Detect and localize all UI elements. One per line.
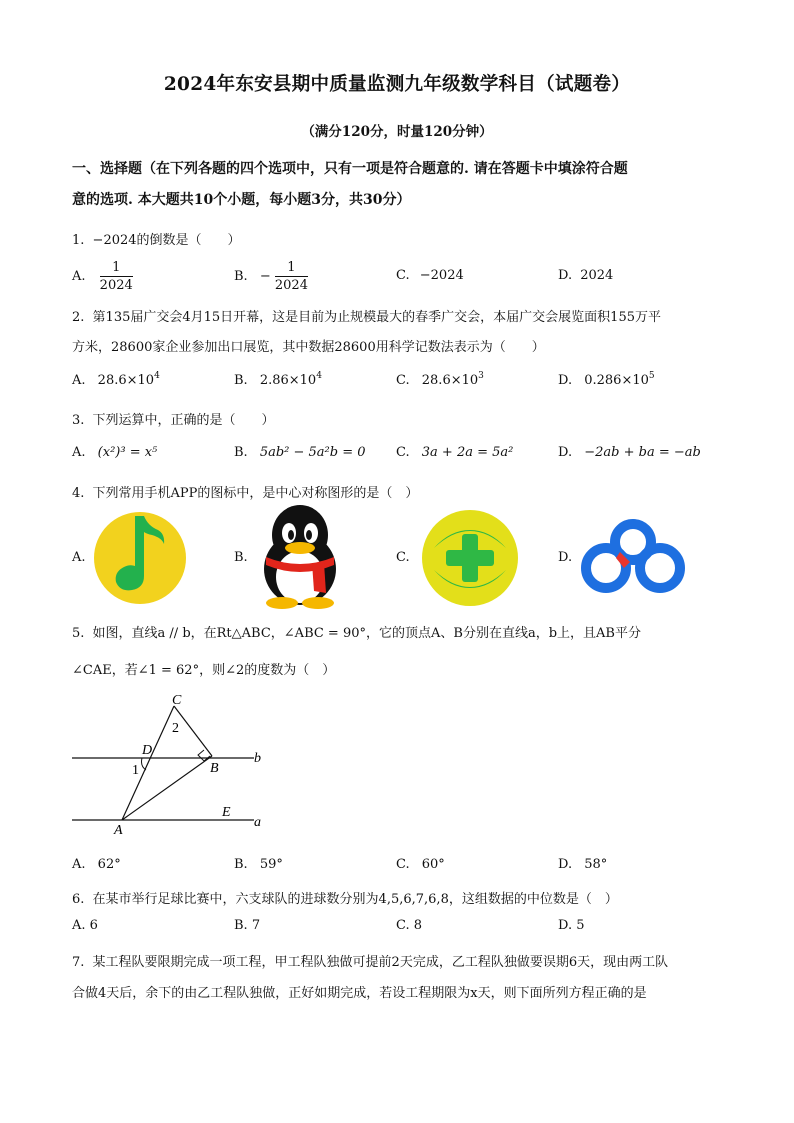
option-letter: D. <box>558 918 573 933</box>
question-value: −2024 <box>92 233 137 248</box>
option-d <box>558 445 701 460</box>
option-exponent: 3 <box>478 371 484 381</box>
option-c <box>396 373 484 388</box>
option-letter: A. <box>72 445 86 460</box>
option-letter: B. <box>234 445 248 460</box>
question-stem: 下列常用手机APP的图标中，是中心对称图形的是（ ） <box>92 486 419 501</box>
option-letter: A. <box>72 857 86 872</box>
page-subtitle: （满分120分，时量120分钟） <box>301 124 493 140</box>
question-number: 2. <box>72 310 85 325</box>
option-letter: D. <box>558 445 573 460</box>
option-text: −2024 <box>419 268 464 283</box>
segment-cb <box>174 706 212 756</box>
option-text: 3a + 2a = 5a² <box>421 445 514 460</box>
qq-music-icon <box>92 508 188 604</box>
fraction-denominator: 2024 <box>274 278 308 293</box>
option-b <box>234 259 308 294</box>
option-letter: B. <box>234 857 248 872</box>
fraction-denominator: 2024 <box>99 278 133 293</box>
question-4 <box>72 482 418 501</box>
360-security-icon <box>420 508 520 608</box>
segment-ac <box>122 706 174 820</box>
fraction <box>275 259 308 294</box>
option-letter: C. <box>396 857 410 872</box>
option-letter: D. <box>558 857 573 872</box>
option-letter: C. <box>396 445 410 460</box>
label-angle-2: 2 <box>172 721 179 736</box>
option-text: 6 <box>89 918 98 933</box>
option-letter: A. <box>72 373 86 388</box>
option-letter: C. <box>396 268 410 283</box>
option-letter: B. <box>234 269 248 284</box>
section-heading-line1: 一、选择题（在下列各题的四个选项中，只有一项是符合题意的. 请在答题卡中填涂符合题 <box>72 161 628 177</box>
question-stem: 某工程队要限期完成一项工程，甲工程队独做可提前2天完成，乙工程队独做要误期6天，现由两工队 <box>92 955 669 970</box>
option-a <box>72 857 121 872</box>
question-1 <box>72 229 241 248</box>
option-exponent: 4 <box>316 371 322 381</box>
option-letter: D. <box>558 373 573 388</box>
geometry-figure <box>68 688 278 838</box>
option-letter: B. <box>234 918 248 933</box>
question-stem: 如图，直线a // b，在Rt△ABC，∠ABC = 90°，它的顶点A、B分别在直线a，b上，且AB平分 <box>92 626 641 641</box>
option-d <box>558 373 655 388</box>
page-title: 2024年东安县期中质量监测九年级数学科目（试题卷） <box>163 74 631 95</box>
option-sign: − <box>259 269 271 284</box>
option-a <box>72 373 160 388</box>
option-text: 5 <box>576 918 585 933</box>
option-c <box>396 918 422 933</box>
question-7-line1 <box>72 951 668 970</box>
question-3 <box>72 409 275 428</box>
option-base: 0.286×10 <box>584 373 649 388</box>
option-letter: C. <box>396 373 410 388</box>
option-text: 58° <box>584 857 608 872</box>
option-text: 2024 <box>580 268 614 283</box>
option-c <box>396 445 513 460</box>
option-a <box>72 259 133 294</box>
option-text: (x²)³ = x⁵ <box>97 445 158 460</box>
question-number: 5. <box>72 626 85 641</box>
option-b <box>234 373 322 388</box>
label-a: a <box>254 815 261 830</box>
option-base: 28.6×10 <box>97 373 155 388</box>
option-exponent: 4 <box>154 371 160 381</box>
question-number: 3. <box>72 413 85 428</box>
option-text: 62° <box>97 857 121 872</box>
label-B: B <box>210 761 219 776</box>
question-stem: 的倒数是（ ） <box>136 233 241 248</box>
option-base: 28.6×10 <box>421 373 479 388</box>
qq-penguin-icon <box>252 503 348 609</box>
option-text: 8 <box>413 918 423 933</box>
option-text: 59° <box>259 857 283 872</box>
option-d <box>558 857 607 872</box>
label-E: E <box>222 805 231 820</box>
label-b: b <box>254 751 261 766</box>
option-letter: B. <box>234 373 248 388</box>
option-c-letter: C. <box>396 550 410 565</box>
question-6 <box>72 888 618 907</box>
question-stem: 第135届广交会4月15日开幕，这是目前为止规模最大的春季广交会，本届广交会展览面积155万平 <box>92 310 661 325</box>
option-b-letter: B. <box>234 550 248 565</box>
option-text: 5ab² − 5a²b = 0 <box>259 445 366 460</box>
label-A: A <box>114 823 123 838</box>
question-stem: 在某市举行足球比赛中，六支球队的进球数分别为4,5,6,7,6,8，这组数据的中位数是（ ） <box>92 892 618 907</box>
fraction-numerator: 1 <box>275 259 308 277</box>
option-c <box>396 857 445 872</box>
option-b <box>234 857 283 872</box>
label-angle-1: 1 <box>132 763 139 778</box>
question-stem: 下列运算中，正确的是（ ） <box>92 413 275 428</box>
label-D: D <box>142 743 153 758</box>
option-letter: C. <box>396 918 410 933</box>
option-exponent: 5 <box>648 371 655 381</box>
question-5-line1 <box>72 622 641 641</box>
question-number: 6. <box>72 892 85 907</box>
option-text: −2ab + ba = −ab <box>584 445 701 460</box>
question-number: 4. <box>72 486 85 501</box>
option-text: 60° <box>421 857 445 872</box>
fraction-numerator: 1 <box>100 259 133 277</box>
fraction <box>100 259 133 294</box>
option-b <box>234 445 366 460</box>
question-number: 7. <box>72 955 85 970</box>
option-letter: A. <box>72 269 86 284</box>
option-letter: A. <box>72 918 86 933</box>
option-text: 7 <box>251 918 261 933</box>
question-7-line2: 合做4天后，余下的由乙工程队独做，正好如期完成，若设工程期限为x天，则下面所列方程正确的是 <box>72 986 647 1001</box>
option-base: 2.86×10 <box>259 373 317 388</box>
question-2-line2: 方米，28600家企业参加出口展览，其中数据28600用科学记数法表示为（ ） <box>72 340 545 355</box>
option-c <box>396 268 464 283</box>
section-heading-line2: 意的选项. 本大题共10个小题，每小题3分，共30分） <box>72 192 411 208</box>
option-a <box>72 445 157 460</box>
option-a-letter: A. <box>72 550 86 565</box>
option-b <box>234 918 260 933</box>
question-number: 1. <box>72 233 85 248</box>
label-C: C <box>172 693 182 708</box>
option-d <box>558 918 585 933</box>
option-d-letter: D. <box>558 550 573 565</box>
baidu-netdisk-icon <box>576 516 690 596</box>
option-d <box>558 268 613 283</box>
question-2-line1 <box>72 306 661 325</box>
question-5-line2: ∠CAE，若∠1 = 62°，则∠2的度数为（ ） <box>72 663 336 678</box>
option-letter: D. <box>558 268 573 283</box>
option-a <box>72 918 98 933</box>
